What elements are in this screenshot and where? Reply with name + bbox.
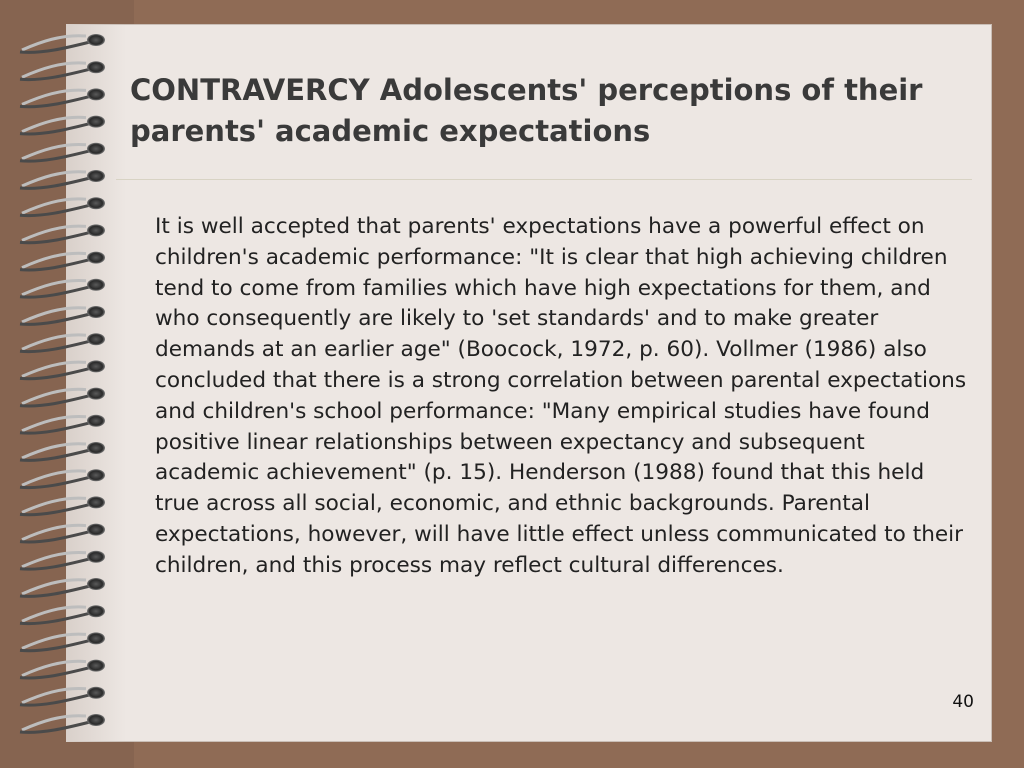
spiral-ring xyxy=(20,34,105,52)
spiral-ring xyxy=(20,116,105,134)
spiral-ring xyxy=(20,333,105,351)
spiral-ring xyxy=(20,360,105,378)
spiral-ring xyxy=(20,632,105,650)
spiral-ring xyxy=(20,88,105,106)
spiral-ring xyxy=(20,61,105,79)
spiral-ring xyxy=(20,578,105,596)
spiral-ring xyxy=(20,660,105,678)
spiral-ring xyxy=(20,496,105,514)
spiral-ring xyxy=(20,170,105,188)
title-divider xyxy=(116,179,972,180)
slide-body-text: It is well accepted that parents' expectations have a powerful effect on children's academic performance: "It is clear that high achieving children tend to come from families which have high expectations for them, and who consequently are likely to 'set standards' and to make greater demands at an earlier age" (Boocock, 1972, p. 60). Vollmer (1986) also concluded that there is a strong correlation between parental expectations and children's school performance: "Many empirical studies have found positive linear relationships between expectancy and subsequent academic achievement" (p. 15). Henderson (1988) found that this held true across all social, economic, and ethnic backgrounds. Parental expectations, however, will have little effect unless communicated to their children, and this process may reflect cultural differences. xyxy=(155,214,967,578)
notebook-page xyxy=(66,24,992,742)
spiral-ring xyxy=(20,714,105,732)
spiral-ring xyxy=(20,415,105,433)
spiral-ring xyxy=(20,524,105,542)
slide-title: CONTRAVERCY Adolescents' perceptions of their parents' academic expectations xyxy=(130,73,923,148)
spiral-ring xyxy=(20,442,105,460)
spiral-ring xyxy=(20,224,105,242)
spiral-ring xyxy=(20,197,105,215)
spiral-ring xyxy=(20,469,105,487)
spiral-ring xyxy=(20,388,105,406)
spiral-ring xyxy=(20,551,105,569)
spiral-ring xyxy=(20,252,105,270)
spiral-ring xyxy=(20,143,105,161)
spiral-binding-icon xyxy=(0,0,130,768)
spiral-ring xyxy=(20,306,105,324)
page-number: 40 xyxy=(952,692,974,712)
spiral-ring xyxy=(20,605,105,623)
spiral-ring xyxy=(20,687,105,705)
spiral-ring xyxy=(20,279,105,297)
